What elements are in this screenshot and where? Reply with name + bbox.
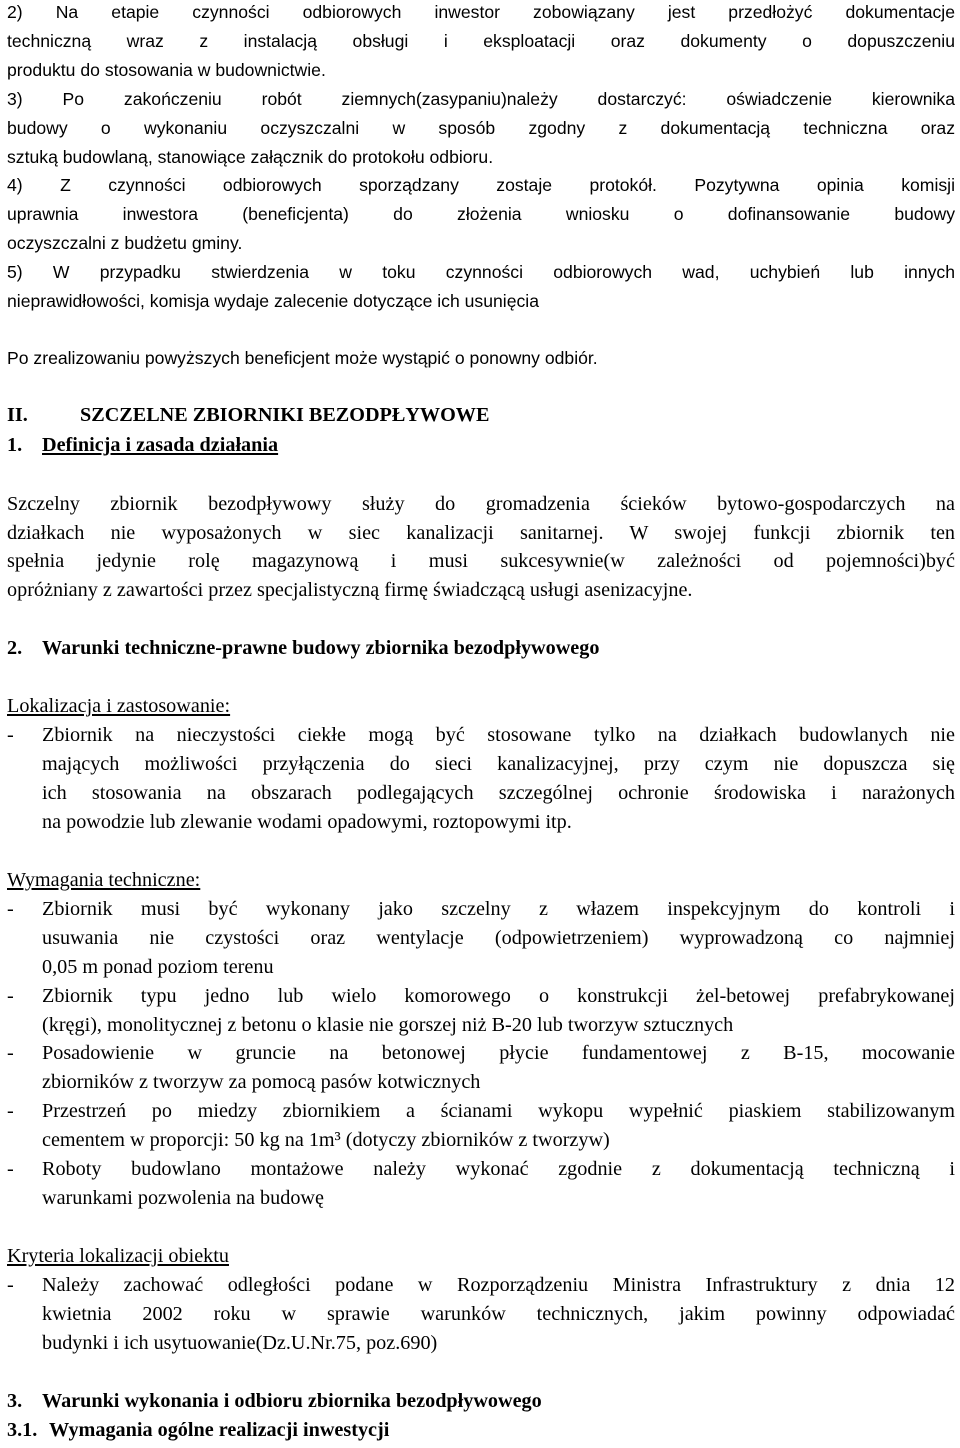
technical-bullet-3-line-2: zbiorników z tworzyw za pomocą pasów kotwicznych	[42, 1071, 481, 1093]
location-line-1: Zbiornik na nieczystości ciekłe mogą być stosowane tylko na działkach budowlanych nie	[42, 725, 955, 746]
point-5-line-1: 5) W przypadku stwierdzenia w toku czynności odbiorowych wad, uchybień lub innych	[7, 264, 955, 282]
point-4-line-3: oczyszczalni z budżetu gminy.	[7, 233, 243, 253]
point-2-line-1: 2) Na etapie czynności odbiorowych inwestor zobowiązany jest przedłożyć dokumentacje	[7, 4, 955, 22]
section-2-number: II.	[7, 404, 28, 426]
point-4-line-1: 4) Z czynności odbiorowych sporządzany zostaje protokół. Pozytywna opinia komisji	[7, 177, 955, 195]
technical-bullet-2-line-2: (kręgi), monolitycznej z betonu o klasie nie gorszej niż B-20 lub tworzyw sztucznych	[42, 1014, 734, 1036]
point-2-line-2: techniczną wraz z instalacją obsługi i eksploatacji oraz dokumenty o dopuszczeniu	[7, 33, 955, 51]
technical-bullet-1-line-1: Zbiornik musi być wykonany jako szczelny z włazem inspekcyjnym do kontroli i	[42, 899, 955, 920]
heading-3-1-number: 3.1.	[7, 1419, 38, 1441]
technical-bullet-5-dash: -	[7, 1158, 14, 1180]
location-heading: Lokalizacja i zastosowanie:	[7, 695, 231, 717]
location-bullet: -	[7, 724, 14, 746]
criteria-line-3: budynki i ich usytuowanie(Dz.U.Nr.75, poz.690)	[42, 1332, 438, 1354]
technical-bullet-1-line-3: 0,05 m ponad poziom terenu	[42, 956, 274, 978]
section-2-title: SZCZELNE ZBIORNIKI BEZODPŁYWOWE	[80, 404, 490, 426]
technical-bullet-5-line-1: Roboty budowlano montażowe należy wykonać zgodnie z dokumentacją techniczną i	[42, 1159, 955, 1180]
heading-3-number: 3.	[7, 1390, 23, 1412]
definition-line-1: Szczelny zbiornik bezodpływowy służy do gromadzenia ścieków bytowo-gospodarczych na	[7, 494, 955, 515]
location-line-2: mających możliwości przyłączenia do sieci kanalizacyjnej, przy czym nie dopuszcza się	[42, 754, 955, 775]
location-line-4: na powodzie lub zlewanie wodami opadowymi, roztopowymi itp.	[42, 811, 572, 833]
technical-bullet-1-line-2: usuwania nie czystości oraz wentylacje (odpowietrzeniem) wyprowadzoną co najmniej	[42, 928, 955, 949]
criteria-line-2: kwietnia 2002 roku w sprawie warunków technicznych, jakim powinny odpowiadać	[42, 1304, 955, 1325]
repeat-reception-note: Po zrealizowaniu powyższych beneficjent może wystąpić o ponowny odbiór.	[7, 348, 598, 368]
criteria-line-1: Należy zachować odległości podane w Rozporządzeniu Ministra Infrastruktury z dnia 12	[42, 1275, 955, 1296]
technical-bullet-4-line-1: Przestrzeń po miedzy zbiornikiem a ścianami wykopu wypełnić piaskiem stabilizowanym	[42, 1101, 955, 1122]
point-3-line-1: 3) Po zakończeniu robót ziemnych(zasypaniu)należy dostarczyć: oświadczenie kierownika	[7, 91, 955, 109]
technical-bullet-1-dash: -	[7, 898, 14, 920]
heading-3-1-title: Wymagania ogólne realizacji inwestycji	[49, 1419, 390, 1441]
point-5-line-2: nieprawidłowości, komisja wydaje zalecenie dotyczące ich usunięcia	[7, 291, 539, 311]
technical-bullet-2-line-1: Zbiornik typu jedno lub wielo komorowego o konstrukcji żel-betowej prefabrykowanej	[42, 986, 955, 1007]
technical-bullet-4-line-2: cementem w proporcji: 50 kg na 1m³ (dotyczy zbiorników z tworzyw)	[42, 1129, 610, 1151]
heading-2-number: 2.	[7, 637, 23, 659]
heading-3-title: Warunki wykonania i odbioru zbiornika bezodpływowego	[42, 1390, 542, 1412]
technical-bullet-2-dash: -	[7, 985, 14, 1007]
point-3-line-2: budowy o wykonaniu oczyszczalni w sposób zgodny z dokumentacją techniczna oraz	[7, 120, 955, 138]
definition-line-2: działkach nie wyposażonych w siec kanalizacji sanitarnej. W swojej funkcji zbiornik ten	[7, 523, 955, 544]
heading-1-number: 1.	[7, 434, 23, 456]
criteria-bullet-dash: -	[7, 1274, 14, 1296]
criteria-heading: Kryteria lokalizacji obiektu	[7, 1245, 229, 1267]
definition-line-4: opróżniany z zawartości przez specjalistyczną firmę świadczącą usługi asenizacyjne.	[7, 579, 693, 601]
point-2-line-3: produktu do stosowania w budownictwie.	[7, 60, 326, 80]
definition-line-3: spełnia jedynie rolę magazynową i musi sukcesywnie(w zależności od pojemności)być	[7, 551, 955, 572]
location-line-3: ich stosowania na obszarach podlegających szczególnej ochronie środowiska i narażonych	[42, 783, 955, 804]
point-3-line-3: sztuką budowlaną, stanowiące załącznik do protokołu odbioru.	[7, 147, 494, 167]
technical-bullet-3-dash: -	[7, 1042, 14, 1064]
technical-bullet-3-line-1: Posadowienie w gruncie na betonowej płycie fundamentowej z B-15, mocowanie	[42, 1043, 955, 1064]
heading-1-title: Definicja i zasada działania	[42, 434, 279, 456]
technical-heading: Wymagania techniczne:	[7, 869, 201, 891]
technical-bullet-5-line-2: warunkami pozwolenia na budowę	[42, 1187, 324, 1209]
point-4-line-2: uprawnia inwestora (beneficjenta) do złożenia wniosku o dofinansowanie budowy	[7, 206, 955, 224]
technical-bullet-4-dash: -	[7, 1100, 14, 1122]
heading-2-title: Warunki techniczne-prawne budowy zbiornika bezodpływowego	[42, 637, 600, 659]
